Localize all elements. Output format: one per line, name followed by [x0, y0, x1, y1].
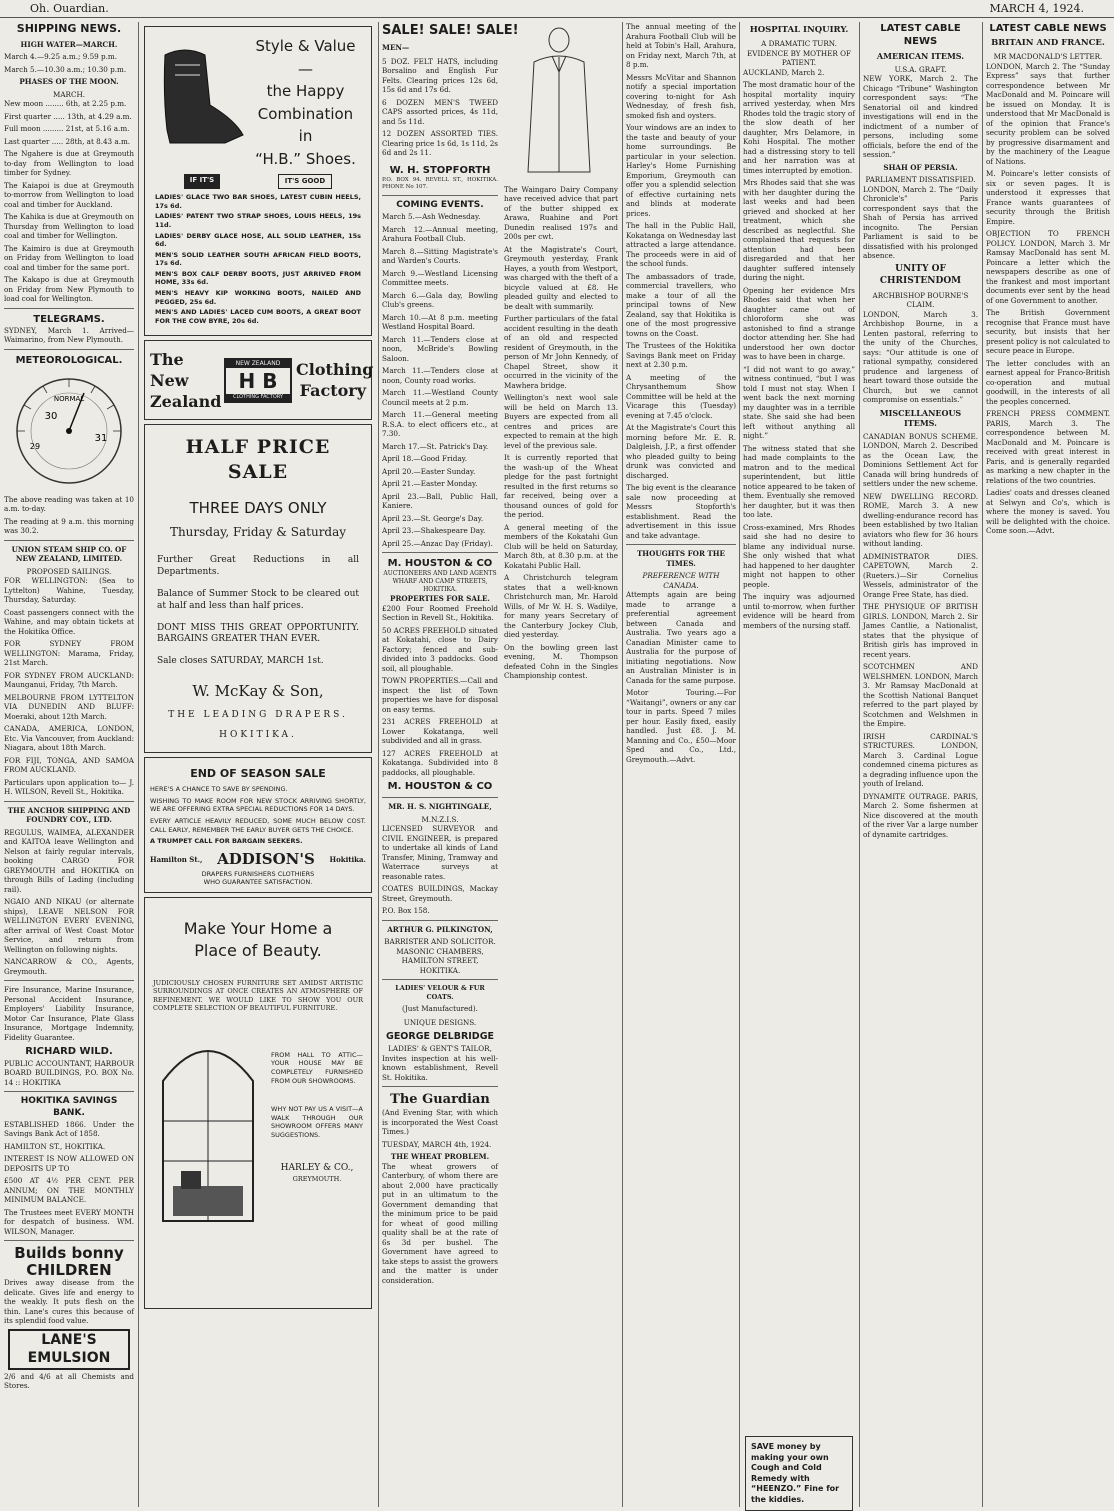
houston-item: 231 ACRES FREEHOLD at Lower Kokatanga, well subdivided and all in grass.: [382, 717, 498, 746]
gauge-sub-label: 29: [29, 441, 41, 451]
event-item: March 11.—General meeting R.S.A. to elect officers etc., at 7.30.: [382, 410, 498, 439]
pilkington-name: ARTHUR G. PILKINGTON,: [387, 924, 493, 934]
pilkington-addr: MASONIC CHAMBERS, HAMILTON STREET, HOKITIKA.: [396, 946, 484, 975]
shoe-icon: [155, 35, 250, 155]
addison-trade: DRAPERS FURNISHERS CLOTHIERS: [201, 869, 315, 878]
shipping-title: SHIPPING NEWS.: [16, 22, 122, 35]
half-body: DONT MISS THIS GREAT OPPORTUNITY. BARGAINS GREATER THAN EVER.: [157, 622, 359, 645]
half-when: Thursday, Friday & Saturday: [169, 525, 347, 540]
houston-item: 50 ACRES FREEHOLD situated at Kokatahi, close to Dairy Factory; fenced and sub-divided into 3 paddocks. Good soil, all ploughable.: [382, 625, 498, 673]
hospital-para: The most dramatic hour of the hospital mortality inquiry arrived yesterday, when Mrs Rhodes told the tragic story of the slow death of her daughter, Mrs Delamore, in Kohi Hospital. The mother had a distressing story to tell and her narration was at times interrupted by emotion.: [743, 80, 855, 175]
end-of-season-ad: [144, 757, 372, 893]
sale-item: 5 DOZ. FELT HATS, including Borsalino and English Fur Felts. Clearing prices 12s 6d, 15s 6d and 17s 6d.: [382, 56, 498, 95]
event-item: March 5.—Ash Wednesday.: [382, 212, 481, 222]
hb-band-left: The New Zealand: [150, 349, 222, 411]
lane-foot: 2/6 and 4/6 at all Chemists and Stores.: [4, 1371, 134, 1391]
phases-month: MARCH.: [52, 89, 85, 99]
column-shipping: [4, 22, 134, 1507]
pilkington-sub: BARRISTER AND SOLICITOR.: [384, 937, 496, 947]
news-para: A general meeting of the members of the Kokatahi Gun Club will be held on Saturday, March 8th, at 8.30 p.m. at the Kokatahi Public Hall.: [504, 522, 618, 570]
hb-headline: “H.B.” Shoes.: [255, 149, 356, 168]
news-para: The Trustees of the Hokitika Savings Bank meet on Friday next at 2.30 p.m.: [626, 341, 736, 369]
event-item: March 12.—Annual meeting, Arahura Football Club.: [382, 224, 498, 244]
misc-item: IRISH CARDINAL'S STRICTURES. LONDON, March 3. Cardinal Logue condemned cinema pictures as a degrading influence upon the youth of Ireland.: [863, 731, 978, 789]
britain-france-title: BRITAIN AND FRANCE.: [991, 38, 1105, 49]
britain-france-para: The British Government recognise that France must have security, but insists that her present policy is not calculated to secure peace in Europe.: [986, 308, 1110, 356]
news-para: Your windows are an index to the taste and beauty of your home surroundings. Be particular in your selection. Harley's Home Furnishing Emporium, Greymouth can offer you a splendid selection of effective curtaining nets and blinds at moderate prices.: [626, 123, 736, 218]
event-item: April 25.—Anzac Day (Friday).: [382, 538, 493, 548]
column-britain-france: [986, 22, 1110, 1507]
half-body: Balance of Summer Stock to be cleared out at half and less than half prices.: [157, 588, 359, 611]
news-para: A Christchurch telegram states that a well-known Christchurch man, Mr. Harold Wills, of Mr W. H. S. Wadilye, for many years Secretary of the Canterbury Jockey Club, died yesterday.: [504, 573, 618, 639]
harley-name: HARLEY & CO.,: [280, 1163, 354, 1174]
news-para: At the Magistrate's Court, Greymouth yesterday, Frank Hayes, a youth from Westport, was charged with the theft of a bicycle valued at £8. He pleaded guilty and elected to be dealt with summarily.: [504, 244, 618, 311]
event-item: March 8.—Sitting Magistrate's and Warden's Courts.: [382, 246, 498, 266]
nightingale-sub: M.N.Z.I.S.: [421, 814, 459, 824]
misc-item: NEW DWELLING RECORD. ROME, March 3. A new dwelling-endurance record has been established by two Italian aviators who flew for 36 hours without landing.: [863, 491, 978, 549]
column-hospital: [743, 22, 855, 1507]
houston-title-2: M. HOUSTON & CO: [387, 781, 493, 793]
misc-item: SCOTCHMEN AND WELSHMEN. LONDON, March 3. Mr Ramsay MacDonald at the Scottish National Banquet referred to the part played by Scotchmen and Welshmen in the Empire.: [863, 662, 978, 729]
column-rule: [622, 22, 623, 1507]
delbridge-sub: LADIES' & GENT'S TAILOR,: [388, 1044, 492, 1053]
mckay-town: HOKITIKA.: [219, 729, 297, 740]
bank-meet: The Trustees meet EVERY MONTH for despatch of business. WM. WILSON, Manager.: [4, 1207, 134, 1236]
hb-headline: Combination in: [257, 104, 354, 145]
gauge-right-label: 31: [94, 432, 108, 444]
usco-item: CANADA, AMERICA, LONDON, Etc. Via Vancouver, from Auckland: Niagara, about 18th March.: [4, 724, 134, 753]
event-item: April 23.—Shakespeare Day.: [382, 526, 486, 536]
misc-item: CANADIAN BONUS SCHEME. LONDON, March 2. Described as the Ocean Law, the Dominions Settlement Act for Canada will bring hundreds of settlers under the new scheme.: [863, 431, 978, 489]
home-title: Make Your Home a Place of Beauty.: [183, 918, 333, 961]
lane-text: Drives away disease from the delicate. Gives life and energy to the weakly. It puts flesh on the thin. Lane's cures this because of its splendid food value.: [4, 1278, 134, 1326]
phase-line: New moon ........ 6th, at 2.25 p.m.: [4, 99, 127, 109]
barometer-gauge-icon: [9, 371, 129, 491]
guardian-head: THE WHEAT PROBLEM.: [390, 1152, 490, 1162]
usco-item: MELBOURNE FROM LYTTELTON VIA DUNEDIN AND BLUFF: Moeraki, about 12th March.: [4, 692, 134, 721]
column-ads: [142, 22, 374, 1507]
hospital-para: “I did not want to go away,” witness continued, “but I was told I must not stay. When I went back the next morning my daughter was in a terrible state. She said she had been left without anything all night.”: [743, 364, 855, 441]
eos-body: EVERY ARTICLE HEAVILY REDUCED, SOME MUCH BELOW COST. CALL EARLY, REMEMBER THE EARLY BUYER GETS THE CHOICE.: [150, 817, 366, 834]
news-para: The big event is the clearance sale now proceeding at Messrs Stopforth's establishment. Read the advertisement in this issue and take advantage.: [626, 483, 736, 540]
column-rule: [378, 22, 379, 1507]
coming-events-title: COMING EVENTS.: [396, 200, 484, 211]
hospital-para: Mrs Rhodes said that she was with her daughter during the last weeks and had been grieved and shocked at her treatment, which she described as neglectful. She complained that requests for attention had been disregarded and that her daughter suffered intensely during the night.: [743, 178, 855, 283]
hb-shoes-ad: [144, 26, 372, 336]
hb-item: MEN'S HEAVY KIP WORKING BOOTS, NAILED AND PEGGED, 25s 6d.: [155, 289, 361, 306]
home-right-text: WHY NOT PAY US A VISIT—A WALK THROUGH OUR SHOWROOM OFFERS MANY SUGGESTIONS.: [271, 1105, 363, 1139]
column-cable-news: [863, 22, 978, 1507]
thoughts-title: THOUGHTS FOR THE TIMES.: [636, 549, 726, 568]
gauge-left-label: 30: [44, 410, 58, 422]
news-para: The Waingaro Dairy Company have received advice that part of the butter shipped ex Arawa, Ruahine and Port Dunedin realised 197s and 200s per cwt.: [504, 184, 618, 241]
insurance-list: Fire Insurance, Marine Insurance, Personal Accident Insurance, Employers' Liability Insurance, Motor Car Insurance, Plate Glass Insurance, Mortgage Indemnity, Fidelity Guarantee.: [4, 985, 134, 1042]
tide-line: March 5.—10.30 a.m.; 10.30 p.m.: [4, 64, 127, 74]
hb-logo: [224, 358, 292, 403]
hb-item: MEN'S AND LADIES' LACED CUM BOOTS, A GREAT BOOT FOR THE COW BYRE, 20s 6d.: [155, 308, 361, 325]
delbridge-text: Invites inspection at his well-known establishment, Revell St. Hokitika.: [382, 1053, 498, 1082]
usco-item: FOR SYDNEY FROM AUCKLAND: Maunganui, Friday, 7th March.: [4, 670, 134, 690]
american-title: AMERICAN ITEMS.: [876, 51, 965, 62]
phases-title: PHASES OF THE MOON.: [19, 77, 119, 87]
event-item: April 18.—Good Friday.: [382, 454, 468, 464]
hb-item: LADIES' PATENT TWO STRAP SHOES, LOUIS HEELS, 19s 11d.: [155, 212, 361, 229]
houston-item: 127 ACRES FREEHOLD at Kokatanga. Subdivided into 8 paddocks, all ploughable.: [382, 748, 498, 777]
persia-sub: PARLIAMENT DISSATISFIED.: [865, 175, 976, 185]
half-title: HALF PRICE SALE: [185, 436, 331, 484]
hb-item: MEN'S BOX CALF DERBY BOOTS, JUST ARRIVED FROM HOME, 33s 6d.: [155, 269, 361, 287]
column-rule: [982, 22, 983, 1507]
houston-item: TOWN PROPERTIES.—Call and inspect the list of Town properties we have for disposal on easy terms.: [382, 676, 498, 714]
shipping-para: The Kaiapoi is due at Greymouth to-morrow from Wellington to load coal and timber for Auckland.: [4, 180, 134, 209]
telegrams-text: SYDNEY, March 1. Arrived—Waimarino, from New Plymouth.: [4, 325, 134, 345]
houston-title: M. HOUSTON & CO: [387, 558, 493, 570]
half-price-ad: [144, 424, 372, 752]
heenzo-ad: SAVE money by making your own Cough and Cold Remedy with “HEENZO.” Fine for the kiddies.: [745, 1436, 853, 1511]
met-note: The above reading was taken at 10 a.m. to-day.: [4, 494, 134, 514]
eos-body: WISHING TO MAKE ROOM FOR NEW STOCK ARRIVING SHORTLY, WE ARE OFFERING EXTRA SPECIAL REDUCTIONS FOR 14 DAYS.: [150, 796, 366, 814]
britain-france-sub: MR MACDONALD'S LETTER.: [993, 52, 1103, 62]
event-item: March 11.—Tenders close at noon, McBride's Bowling Saloon.: [382, 334, 498, 363]
anchor-title: THE ANCHOR SHIPPING AND FOUNDRY COY., LTD.: [7, 805, 131, 825]
half-days: THREE DAYS ONLY: [189, 499, 327, 518]
nightingale-addr: COATES BUILDINGS, Mackay Street, Greymouth.: [382, 884, 498, 903]
cable-title-2: LATEST CABLE NEWS: [989, 23, 1107, 34]
houston-addr: WHARF AND CAMP STREETS, HOKITIKA.: [392, 578, 488, 594]
houston-sub: AUCTIONEERS AND LAND AGENTS: [383, 570, 497, 578]
masthead-right: MARCH 4, 1924.: [989, 2, 1084, 15]
nightingale-text: LICENSED SURVEYOR and CIVIL ENGINEER, is prepared to undertake all kinds of Land Transfer, Mining, Tramway and Waterrace surveys at reasonable rates.: [382, 824, 498, 881]
masthead-left: Oh. Ouardian.: [30, 2, 109, 15]
phase-line: Full moon ......... 21st, at 5.16 a.m.: [4, 124, 130, 134]
hb-tag: IF IT'S: [184, 174, 220, 189]
hospital-para: Opening her evidence Mrs Rhodes said that when her daughter came out of chloroform she was astonished to find a strange doctor attending her. She had understood her own doctor was to have been in charge.: [743, 285, 855, 362]
britain-france-para: M. Poincare's letter consists of six or seven pages. It is understood it expresses that France wants guarantees of security through the British Empire.: [986, 169, 1110, 226]
event-item: March 11.—Westland County Council meets at 2 p.m.: [382, 388, 498, 407]
event-item: March 10.—At 8 p.m. meeting Westland Hospital Board.: [382, 312, 498, 332]
harley-town: GREYMOUTH.: [292, 1175, 342, 1184]
news-para: Further particulars of the fatal accident resulting in the death of an old and respected resident of Greymouth, in the person of Mr John Kennedy, of Chapel Street, show it occurred in the vicinity of the Mawhera bridge.: [504, 314, 618, 390]
sale-heading: SALE! SALE! SALE!: [382, 23, 519, 38]
lane-heading: Builds bonny CHILDREN: [14, 1244, 124, 1279]
usco-item: FOR FIJI, TONGA, AND SAMOA FROM AUCKLAND.: [4, 755, 134, 775]
hospital-sub2: EVIDENCE BY MOTHER OF PATIENT.: [747, 48, 851, 68]
nightingale-box: P.O. Box 158.: [382, 906, 430, 916]
britain-france-para: The letter concludes with an earnest appeal for Franco-British co-operation and mutual goodwill, in the interests of all the peoples concerned.: [986, 358, 1110, 406]
hb-logo-top: NEW ZEALAND: [226, 360, 290, 368]
guardian-sub: (And Evening Star, with which is incorporated the West Coast Times.): [382, 1108, 498, 1137]
gauge-normal-label: NORMAL: [53, 394, 85, 403]
american-body: NEW YORK, March 2. The Chicago “Tribune” Washington correspondent says: “The Senatorial oil and kindred investigations will end in the indictment of a number of persons, including some officials, before the end of the session.”: [863, 74, 978, 160]
window-furniture-icon: [153, 1021, 263, 1231]
column-rule: [138, 22, 139, 1507]
phase-line: Last quarter ..... 28th, at 8.43 a.m.: [4, 136, 131, 146]
lane-brand: LANE'S EMULSION: [8, 1329, 130, 1370]
news-para: A meeting of the Chrysanthemum Show Committee will be held at the Vicarage this (Tuesday) evening at 7.45 o'clock.: [626, 372, 736, 420]
column-rule: [859, 22, 860, 1507]
coats-title: LADIES' VELOUR & FUR COATS.: [395, 984, 485, 1001]
column-events: [382, 22, 519, 1507]
event-item: March 17.—St. Patrick's Day.: [382, 441, 489, 451]
misc-item: THE PHYSIQUE OF BRITISH GIRLS. LONDON, March 2. Sir James Cantlie, a Nationalist, states that the physique of British girls has improved in recent years.: [863, 602, 978, 659]
unity-title: UNITY OF CHRISTENDOM: [879, 263, 962, 286]
coats-designs: UNIQUE DESIGNS.: [403, 1017, 477, 1027]
hb-headline: the Happy: [266, 82, 345, 100]
column-local-news: [626, 22, 736, 1507]
bank-interest: INTEREST IS NOW ALLOWED ON DEPOSITS UP TO: [4, 1154, 134, 1173]
addison-right: Hokitika.: [329, 855, 366, 865]
bank-title: HOKITIKA SAVINGS BANK.: [20, 1096, 118, 1118]
usco-sub: PROPOSED SAILINGS.: [26, 566, 112, 576]
news-para: At the Magistrate's Court this morning before Mr. E. R. Dalgleish, J.P., a first offender who pleaded guilty to being drunk was convicted and discharged.: [626, 423, 736, 480]
news-para: Motor Touring.—For “Waitangi”, owners or any car tour in parts. Speed 7 miles per hour. Easily fixed, easily handled. Just £8. J. M. Manning and Co., £50—Moor Sped and Co., Ltd., Greymouth.—Advt.: [626, 688, 736, 764]
hb-clothing-band: [144, 340, 372, 420]
shipping-para: The Kakapo is due at Greymouth on Friday from New Plymouth to load coal for Wellington.: [4, 275, 134, 304]
eos-body: HERE'S A CHANCE TO SAVE BY SPENDING.: [150, 785, 288, 794]
hb-logo-bottom: CLOTHING FACTORY: [226, 394, 290, 401]
hb-logo-mark: H B: [238, 368, 278, 393]
hospital-para: The inquiry was adjourned until to-morrow, when further evidence will be heard from members of the nursing staff.: [743, 592, 855, 630]
met-note: The reading at 9 a.m. this morning was 30.2.: [4, 516, 134, 536]
bank-rates: £500 AT 4½ PER CENT. PER ANNUM; ON THE MONTHLY MINIMUM BALANCE.: [4, 1176, 134, 1205]
hospital-title: HOSPITAL INQUIRY.: [749, 25, 849, 35]
anchor-agent: NANCARROW & CO., Agents, Greymouth.: [4, 957, 134, 976]
mckay-sub: THE LEADING DRAPERS.: [168, 710, 348, 721]
event-item: March 6.—Gala day, Bowling Club's greens.: [382, 290, 498, 310]
mckay-name: W. McKay & Son,: [192, 682, 324, 701]
telegrams-title: TELEGRAMS.: [33, 313, 105, 325]
unity-sub: ARCHBISHOP BOURNE'S CLAIM.: [872, 290, 969, 310]
hb-band-right: Clothing Factory: [296, 360, 374, 401]
news-para: Attempts again are being made to arrange a preferential agreement between Canada and Australia. Two years ago a Canadian Minister came to Australia for the purpose of initiating negotiations. Now an Australian Minister is in Canada for the same purpose.: [626, 590, 736, 685]
shipping-para: The Kahika is due at Greymouth on Thursday from Wellington to load coal and timber for Wellington.: [4, 212, 134, 241]
houston-prop: PROPERTIES FOR SALE.: [390, 594, 490, 604]
event-item: April 23.—Ball, Public Hall, Kaniere.: [382, 491, 498, 511]
half-body: Further Great Reductions in all Departments.: [157, 555, 359, 577]
anchor-text: REGULUS, WAIMEA, ALEXANDER and KAITOA leave Wellington and Nelson at fairly regular intervals, booking CARGO FOR GREYMOUTH and HOKITIKA on through Bills of Lading (including rail).: [4, 827, 134, 894]
misc-title: MISCELLANEOUS ITEMS.: [879, 407, 962, 429]
news-para: Wellington's next wool sale will be held on March 13. Buyers are expected from all centres and prices are expected to remain at the high level of the previous sale.: [504, 393, 618, 450]
american-sub: U.S.A. GRAFT.: [894, 64, 947, 74]
usco-agent: Particulars upon application to— J. H. WILSON, Revell St., Hokitika.: [4, 777, 134, 797]
eos-body: A TRUMPET CALL FOR BARGAIN SEEKERS.: [150, 837, 303, 846]
wild-title: PUBLIC ACCOUNTANT, HARBOUR BOARD BUILDINGS, P.O. BOX No. 14 :: HOKITIKA: [4, 1058, 134, 1087]
hb-headline: Style & Value—: [255, 37, 356, 78]
cable-title: LATEST CABLE NEWS: [880, 23, 961, 48]
coats-sub: (Just Manufactured).: [402, 1004, 478, 1014]
guardian-date: TUESDAY, MARCH 4th, 1924.: [382, 1139, 492, 1149]
bank-addr: HAMILTON ST., HOKITIKA.: [4, 1141, 106, 1151]
hb-item: LADIES' GLACE TWO BAR SHOES, LATEST CUBIN HEELS, 17s 6d.: [155, 193, 361, 210]
britain-france-para: Ladies' coats and dresses cleaned at Selwyn and Co's, which is where the money is saved. You will be delighted with the choice. Come soon.—Advt.: [986, 488, 1110, 536]
high-water-title: HIGH WATER—MARCH.: [20, 39, 118, 49]
usco-item: FOR WELLINGTON: (Sea to Lyttelton) Wahine, Tuesday, Thursday, Saturday.: [4, 576, 134, 605]
tide-line: March 4.—9.25 a.m.; 9.59 p.m.: [4, 52, 118, 62]
news-para: The ambassadors of trade, commercial travellers, who make a tour of all the principal towns of New Zealand, say that Hokitika is one of the most progressive towns on the Coast.: [626, 271, 736, 338]
harley-furniture-ad: [144, 897, 372, 1309]
hospital-sub: A DRAMATIC TURN.: [761, 39, 837, 49]
stopforth-addr: P.O. BOX 94. REVELL ST., HOKITIKA. PHONE No 107.: [382, 176, 498, 191]
event-item: April 21.—Easter Monday.: [382, 479, 478, 489]
persia-body: LONDON, March 2. The “Daily Chronicle's” Paris correspondent says that the Shah of Persia has arrived incognito. The Persian Parliament is said to be dissatisfied with his prolonged absence.: [863, 184, 978, 261]
hospital-para: Cross-examined, Mrs Rhodes said she had no desire to blame any individual nurse. She only wished that what had happened to her daughter might not happen to other people.: [743, 522, 855, 589]
masthead: [0, 0, 1114, 18]
meteorological-title: METEOROLOGICAL.: [15, 354, 123, 366]
misc-item: ADMINISTRATOR DIES. CAPETOWN, March 2. (Rueters.)—Sir Cornelius Wessels, administrator of the Orange Free State, has died.: [863, 551, 978, 599]
news-para: The annual meeting of the Arahura Football Club will be held at Tobin's Hall, Arahura, on Friday next, March 7th, at 8 p.m.: [626, 22, 736, 69]
event-item: April 23.—St. George's Day.: [382, 513, 484, 523]
hb-tag: IT'S GOOD: [278, 174, 332, 189]
eos-title: END OF SEASON SALE: [190, 766, 326, 780]
addison-guarantee: WHO GUARANTEE SATISFACTION.: [203, 878, 313, 887]
home-right-text: FROM HALL TO ATTIC—YOUR HOUSE MAY BE COMPLETELY FURNISHED FROM OUR SHOWROOMS.: [271, 1050, 363, 1085]
news-para: On the bowling green last evening, M. Thompson defeated Cohn in the Singles Championship contest.: [504, 642, 618, 680]
hb-item: MEN'S SOLID LEATHER SOUTH AFRICAN FIELD BOOTS, 17s 6d.: [155, 250, 361, 268]
usco-title: UNION STEAM SHIP CO. OF NEW ZEALAND, LIMITED.: [11, 544, 127, 564]
britain-france-para: OBJECTION TO FRENCH POLICY. LONDON, March 3. Mr Ramsay MacDonald has sent M. Poincare a letter which the newspapers describe as one of the frankest and most important documents ever sent by the head of one Government to another.: [986, 229, 1110, 305]
event-item: March 9.—Westland Licensing Committee meets.: [382, 268, 498, 288]
misc-item: DYNAMITE OUTRAGE. PARIS, March 2. Some fishermen at Nice discovered at the mouth of the river Var a large number of dynamite cartridges.: [863, 791, 978, 839]
anchor-text: NGAIO AND NIKAU (or alternate ships), LEAVE NELSON FOR WELLINGTON EVERY EVENING, after arrival of West Coast Motor Service, and return from Wellington on following nights.: [4, 897, 134, 954]
stopforth-name: W. H. STOPFORTH: [389, 164, 491, 176]
hb-item: LADIES' DERBY GLACE HOSE, ALL SOLID LEATHER, 15s 6d.: [155, 231, 361, 249]
news-para: Messrs McVitar and Shannon notify a special importation covering to-night for Ash Wednesday, of fresh fish, smoked fish and oysters.: [626, 72, 736, 120]
event-item: March 11.—Tenders close at noon, County road works.: [382, 366, 498, 385]
sale-item: 6 DOZEN MEN'S TWEED CAPS assorted prices, 4s 11d, and 5s 11d.: [382, 97, 498, 126]
thoughts-sub: PREFERENCE WITH CANADA.: [642, 571, 720, 590]
wild-name: RICHARD WILD.: [25, 1046, 113, 1058]
man-figure-icon: [504, 22, 614, 182]
phase-line: First quarter ..... 13th, at 4.29 a.m.: [4, 111, 132, 121]
news-para: The hall in the Public Hall, Kokatanga on Wednesday last attracted a large attendance. The proceeds were in aid of the school funds.: [626, 221, 736, 268]
event-item: April 20.—Easter Sunday.: [382, 466, 476, 476]
half-body: Sale closes SATURDAY, MARCH 1st.: [157, 656, 324, 667]
shipping-para: The Kaimiro is due at Greymouth on Friday from Wellington to load coal and timber for the same port.: [4, 243, 134, 272]
sale-men: MEN—: [382, 43, 410, 53]
persia-title: SHAH OF PERSIA.: [883, 162, 958, 172]
bank-est: ESTABLISHED 1866. Under the Savings Bank Act of 1858.: [4, 1119, 134, 1139]
news-para: It is currently reported that the wash-up of the Wheat pledge for the past fortnight resulted in the first returns so far received, being over a thousand ounces of gold for the period.: [504, 453, 618, 519]
guardian-title: The Guardian: [390, 1092, 490, 1107]
britain-france-para: LONDON, March 2. The “Sunday Express” says that further correspondence between Mr MacDonald and M. Poincare will be issued on Monday. It is understood that Mr MacDonald is of the opinion that France's security problem can be solved by progressive disarmament and by the machinery of the League of Nations.: [986, 61, 1110, 166]
home-body: JUDICIOUSLY CHOSEN FURNITURE SET AMIDST ARTISTIC SURROUNDINGS AT ONCE CREATES AN ATMOSPHERE OF REFINEMENT. WE WOULD LIKE TO SHOW YOU OUR COMPLETE SELECTION OF BEAUTIFUL FURNITURE.: [153, 978, 363, 1013]
nightingale-name: MR. H. S. NIGHTINGALE,: [388, 802, 492, 812]
hospital-date: AUCKLAND, March 2.: [743, 67, 825, 77]
usco-item: Coast passengers connect with the Wahine, and may obtain tickets at the Hokitika Office.: [4, 607, 134, 636]
guardian-body: The wheat growers of Canterbury, of whom there are about 2,000 have practically put in an ultimatum to the Government demanding that the minimum price to be paid for wheat of good milling quality shall be at the rate of 6s 3d per bushel. The Government have agreed to take steps to assist the growers and the matter is under consideration.: [382, 1161, 498, 1285]
sale-item: 12 DOZEN ASSORTED TIES. Clearing price 1s 6d, 1s 11d, 2s 6d and 2s 11.: [382, 129, 498, 158]
addison-name: ADDISON'S: [217, 849, 315, 868]
shipping-para: The Ngahere is due at Greymouth to-day from Wellington to load timber for Sydney.: [4, 149, 134, 178]
column-editorial: [504, 22, 618, 1507]
britain-france-para: FRENCH PRESS COMMENT. PARIS, March 3. The correspondence between M. MacDonald and M. Poincare is received with great interest in Paris, and is generally regarded as marking a new chapter in the relations of the two countries.: [986, 409, 1110, 485]
delbridge-name: GEORGE DELBRIDGE: [386, 1031, 494, 1043]
hospital-para: The witness stated that she had made complaints to the matron and to the medical superintendent, but little notice appeared to be taken of them. Eventually she removed her daughter, but it was then too late.: [743, 443, 855, 520]
unity-body: LONDON, March 3. Archbishop Bourne, in a Lenten pastoral, referring to the unity of the Churches, says: “Our attitude is one of rational sympathy, considered prudence and largeness of heart toward those outside the Church, but we cannot compromise on essentials.”: [863, 309, 978, 405]
column-rule: [739, 22, 740, 1507]
houston-item: £200 Four Roomed Freehold Section in Revell St., Hokitika.: [382, 603, 498, 623]
usco-item: FOR SYDNEY FROM WELLINGTON: Marama, Friday, 21st March.: [4, 639, 134, 668]
addison-left: Hamilton St.,: [150, 855, 203, 865]
